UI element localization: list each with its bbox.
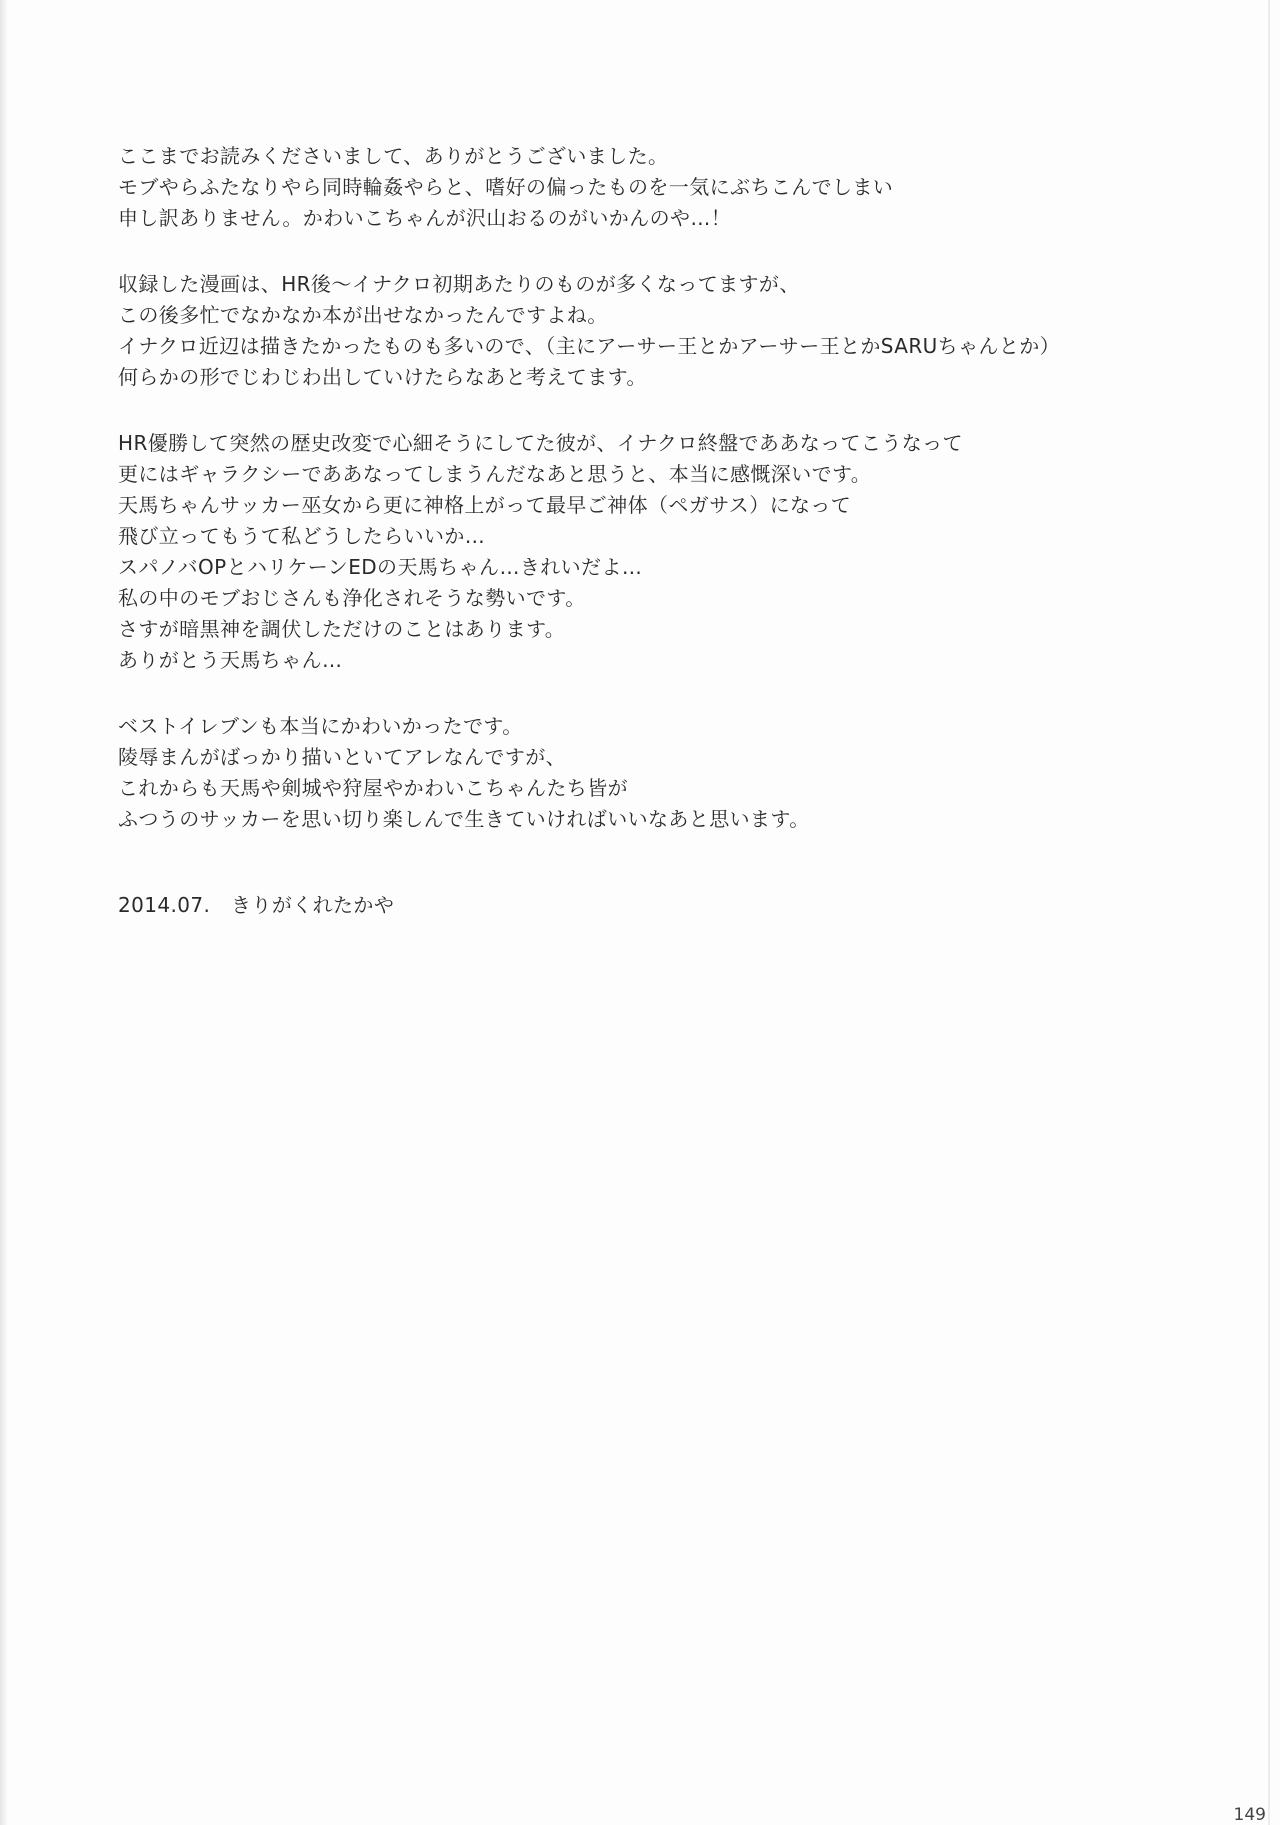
- text-line: イナクロ近辺は描きたかったものも多いので、（主にアーサー王とかアーサー王とかSARUちゃんとか）: [118, 334, 1061, 358]
- signature-author: きりがくれたかや: [231, 893, 395, 917]
- signature-date: 2014.07.: [118, 893, 211, 917]
- text-line: さすが暗黒神を調伏しただけのことはあります。: [118, 617, 566, 641]
- afterword-text: [118, 141, 1158, 870]
- text-line: ありがとう天馬ちゃん…: [118, 648, 343, 672]
- text-line: モブやらふたなりやら同時輪姦やらと、嗜好の偏ったものを一気にぶちこんでしまい: [118, 175, 894, 199]
- text-line: ふつうのサッカーを思い切り楽しんで生きていければいいなあと思います。: [118, 807, 810, 831]
- signature: [118, 890, 394, 921]
- text-line: 更にはギャラクシーでああなってしまうんだなあと思うと、本当に感慨深いです。: [118, 462, 872, 486]
- scan-edge-shadow: [0, 0, 8, 1825]
- text-line: 収録した漫画は、HR後〜イナクロ初期あたりのものが多くなってますが、: [118, 272, 800, 296]
- text-line: 陵辱まんがばっかり描いといてアレなんですが、: [118, 745, 566, 769]
- paragraph-thanks: [118, 141, 1158, 234]
- text-line: ここまでお読みくださいまして、ありがとうございました。: [118, 144, 669, 168]
- text-line: スパノバOPとハリケーンEDの天馬ちゃん…きれいだよ…: [118, 555, 643, 579]
- text-line: これからも天馬や剣城や狩屋やかわいこちゃんたち皆が: [118, 776, 628, 800]
- scan-edge-line: [1268, 0, 1270, 1825]
- paragraph-closing: [118, 711, 1158, 835]
- paragraph-reflection: [118, 428, 1158, 676]
- text-line: 私の中のモブおじさんも浄化されそうな勢いです。: [118, 586, 586, 610]
- text-line: 飛び立ってもうて私どうしたらいいか…: [118, 524, 486, 548]
- page-number: 149: [1233, 1805, 1266, 1825]
- text-line: 申し訳ありません。かわいこちゃんが沢山おるのがいかんのや…！: [118, 206, 732, 230]
- text-line: ベストイレブンも本当にかわいかったです。: [118, 714, 523, 738]
- text-line: この後多忙でなかなか本が出せなかったんですよね。: [118, 303, 608, 327]
- text-line: 天馬ちゃんサッカー巫女から更に神格上がって最早ご神体（ペガサス）になって: [118, 493, 852, 517]
- text-line: 何らかの形でじわじわ出していけたらなあと考えてます。: [118, 365, 647, 389]
- paragraph-contents: [118, 269, 1158, 393]
- text-line: HR優勝して突然の歴史改変で心細そうにしてた彼が、イナクロ終盤でああなってこうなって: [118, 431, 963, 455]
